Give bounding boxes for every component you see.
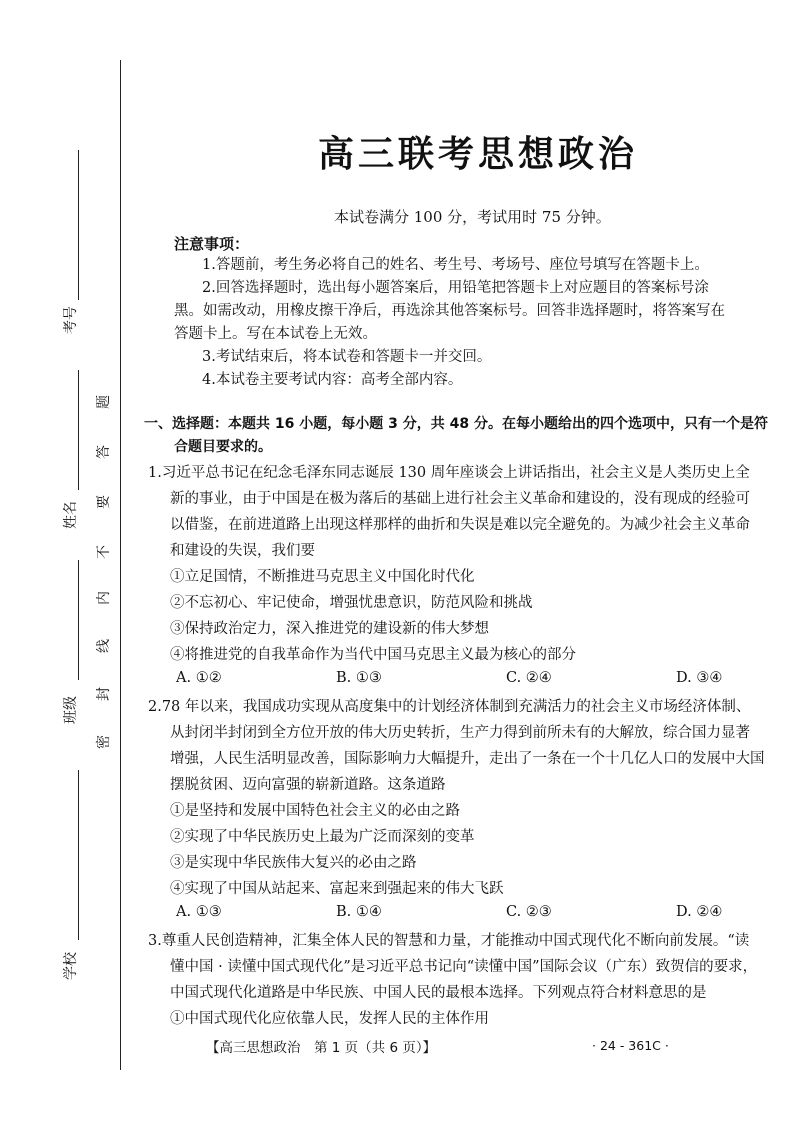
question-stem-line: 摆脱贫困、迈向富强的崭新道路。这条道路 bbox=[170, 777, 446, 793]
question-stem-line: 以借鉴，在前进道路上出现这样那样的曲折和失误是难以完全避免的。为减少社会主义革命 bbox=[170, 517, 750, 533]
notice-heading: 注意事项： bbox=[174, 235, 250, 253]
question-stem-line: 增强，人民生活明显改善，国际影响力大幅提升，走出了一条在一个十几亿人口的发展中大国 bbox=[170, 751, 765, 767]
notice-line: 答题卡上。写在本试卷上无效。 bbox=[174, 326, 377, 342]
question-item: ①中国式现代化应依靠人民，发挥人民的主体作用 bbox=[170, 1011, 489, 1027]
class-fill-line bbox=[78, 560, 79, 680]
exam-title: 高三联考思想政治 bbox=[318, 134, 639, 175]
answer-option: A. ①③ bbox=[176, 904, 222, 920]
notice-line: 1.答题前，考生务必将自己的姓名、考生号、考场号、座位号填写在答题卡上。 bbox=[202, 257, 709, 273]
notice-line: 黑。如需改动，用橡皮擦干净后，再选涂其他答案标号。回答非选择题时，将答案写在 bbox=[174, 303, 725, 319]
question-item: ①是坚持和发展中国特色社会主义的必由之路 bbox=[170, 803, 460, 819]
question-stem-line: 新的事业，由于中国是在极为落后的基础上进行社会主义革命和建设的，没有现成的经验可 bbox=[170, 491, 750, 507]
answer-option: B. ①③ bbox=[336, 670, 382, 686]
section-heading: 一、选择题：本题共 16 小题，每小题 3 分，共 48 分。在每小题给出的四个选项中，只有一个是符 bbox=[144, 416, 768, 432]
question-stem-line: 3.尊重人民创造精神，汇集全体人民的智慧和力量，才能推动中国式现代化不断向前发展。“读 bbox=[148, 933, 750, 949]
notice-line: 3.考试结束后，将本试卷和答题卡一并交回。 bbox=[202, 349, 492, 365]
seal-char: 题 bbox=[96, 395, 112, 409]
question-stem-line: 从封闭半封闭到全方位开放的伟大历史转折，生产力得到前所未有的大解放，综合国力显著 bbox=[170, 725, 750, 741]
notice-line: 4.本试卷主要考试内容：高考全部内容。 bbox=[202, 372, 463, 388]
page-footer: 【高三思想政治 第 1 页（共 6 页）】 bbox=[206, 1040, 437, 1056]
answer-option: B. ①④ bbox=[336, 904, 382, 920]
exam-subtitle: 本试卷满分 100 分，考试用时 75 分钟。 bbox=[334, 208, 611, 226]
question-item: ③保持政治定力，深入推进党的建设新的伟大梦想 bbox=[170, 621, 489, 637]
name-fill-line bbox=[78, 370, 79, 490]
question-item: ③是实现中华民族伟大复兴的必由之路 bbox=[170, 855, 417, 871]
question-stem-line: 中国式现代化道路是中华民族、中国人民的最根本选择。下列观点符合材料意思的是 bbox=[170, 985, 707, 1001]
seal-char: 不 bbox=[96, 545, 112, 559]
name-label: 姓名 bbox=[63, 501, 79, 529]
question-stem-line: 2.78 年以来，我国成功实现从高度集中的计划经济体制到充满活力的社会主义市场经济体制、 bbox=[148, 699, 751, 715]
class-label: 班级 bbox=[63, 696, 79, 724]
seal-char: 封 bbox=[96, 687, 112, 701]
school-label: 学校 bbox=[63, 952, 79, 980]
question-item: ②实现了中华民族历史上最为广泛而深刻的变革 bbox=[170, 829, 475, 845]
question-stem-line: 和建设的失误，我们要 bbox=[170, 543, 315, 559]
question-item: ①立足国情，不断推进马克思主义中国化时代化 bbox=[170, 569, 475, 585]
question-item: ④将推进党的自我革命作为当代中国马克思主义最为核心的部分 bbox=[170, 647, 576, 663]
seal-char: 密 bbox=[96, 735, 112, 749]
answer-option: A. ①② bbox=[176, 670, 222, 686]
school-fill-line bbox=[78, 770, 79, 940]
answer-option: D. ②④ bbox=[676, 904, 723, 920]
notice-line: 2.回答选择题时，选出每小题答案后，用铅笔把答题卡上对应题目的答案标号涂 bbox=[202, 280, 709, 296]
binding-rule bbox=[120, 60, 121, 1070]
answer-option: C. ②④ bbox=[506, 670, 552, 686]
question-item: ②不忘初心、牢记使命，增强忧患意识，防范风险和挑战 bbox=[170, 595, 533, 611]
question-item: ④实现了中国从站起来、富起来到强起来的伟大飞跃 bbox=[170, 881, 504, 897]
binding-margin bbox=[0, 0, 130, 1130]
answer-option: C. ②③ bbox=[506, 904, 552, 920]
exam-no-fill-line bbox=[78, 150, 79, 300]
paper-code: · 24 - 361C · bbox=[592, 1038, 669, 1053]
question-stem-line: 懂中国 · 读懂中国式现代化”是习近平总书记向“读懂中国”国际会议（广东）致贺信的要求， bbox=[170, 959, 758, 975]
exam-no-label: 考号 bbox=[63, 306, 79, 334]
section-heading-cont: 合题目要求的。 bbox=[174, 439, 272, 455]
seal-char: 内 bbox=[96, 591, 112, 605]
seal-char: 线 bbox=[96, 639, 112, 653]
question-stem-line: 1.习近平总书记在纪念毛泽东同志诞辰 130 周年座谈会上讲话指出，社会主义是人类历史上全 bbox=[148, 465, 750, 481]
seal-char: 答 bbox=[96, 445, 112, 459]
answer-option: D. ③④ bbox=[676, 670, 723, 686]
seal-char: 要 bbox=[96, 495, 112, 509]
